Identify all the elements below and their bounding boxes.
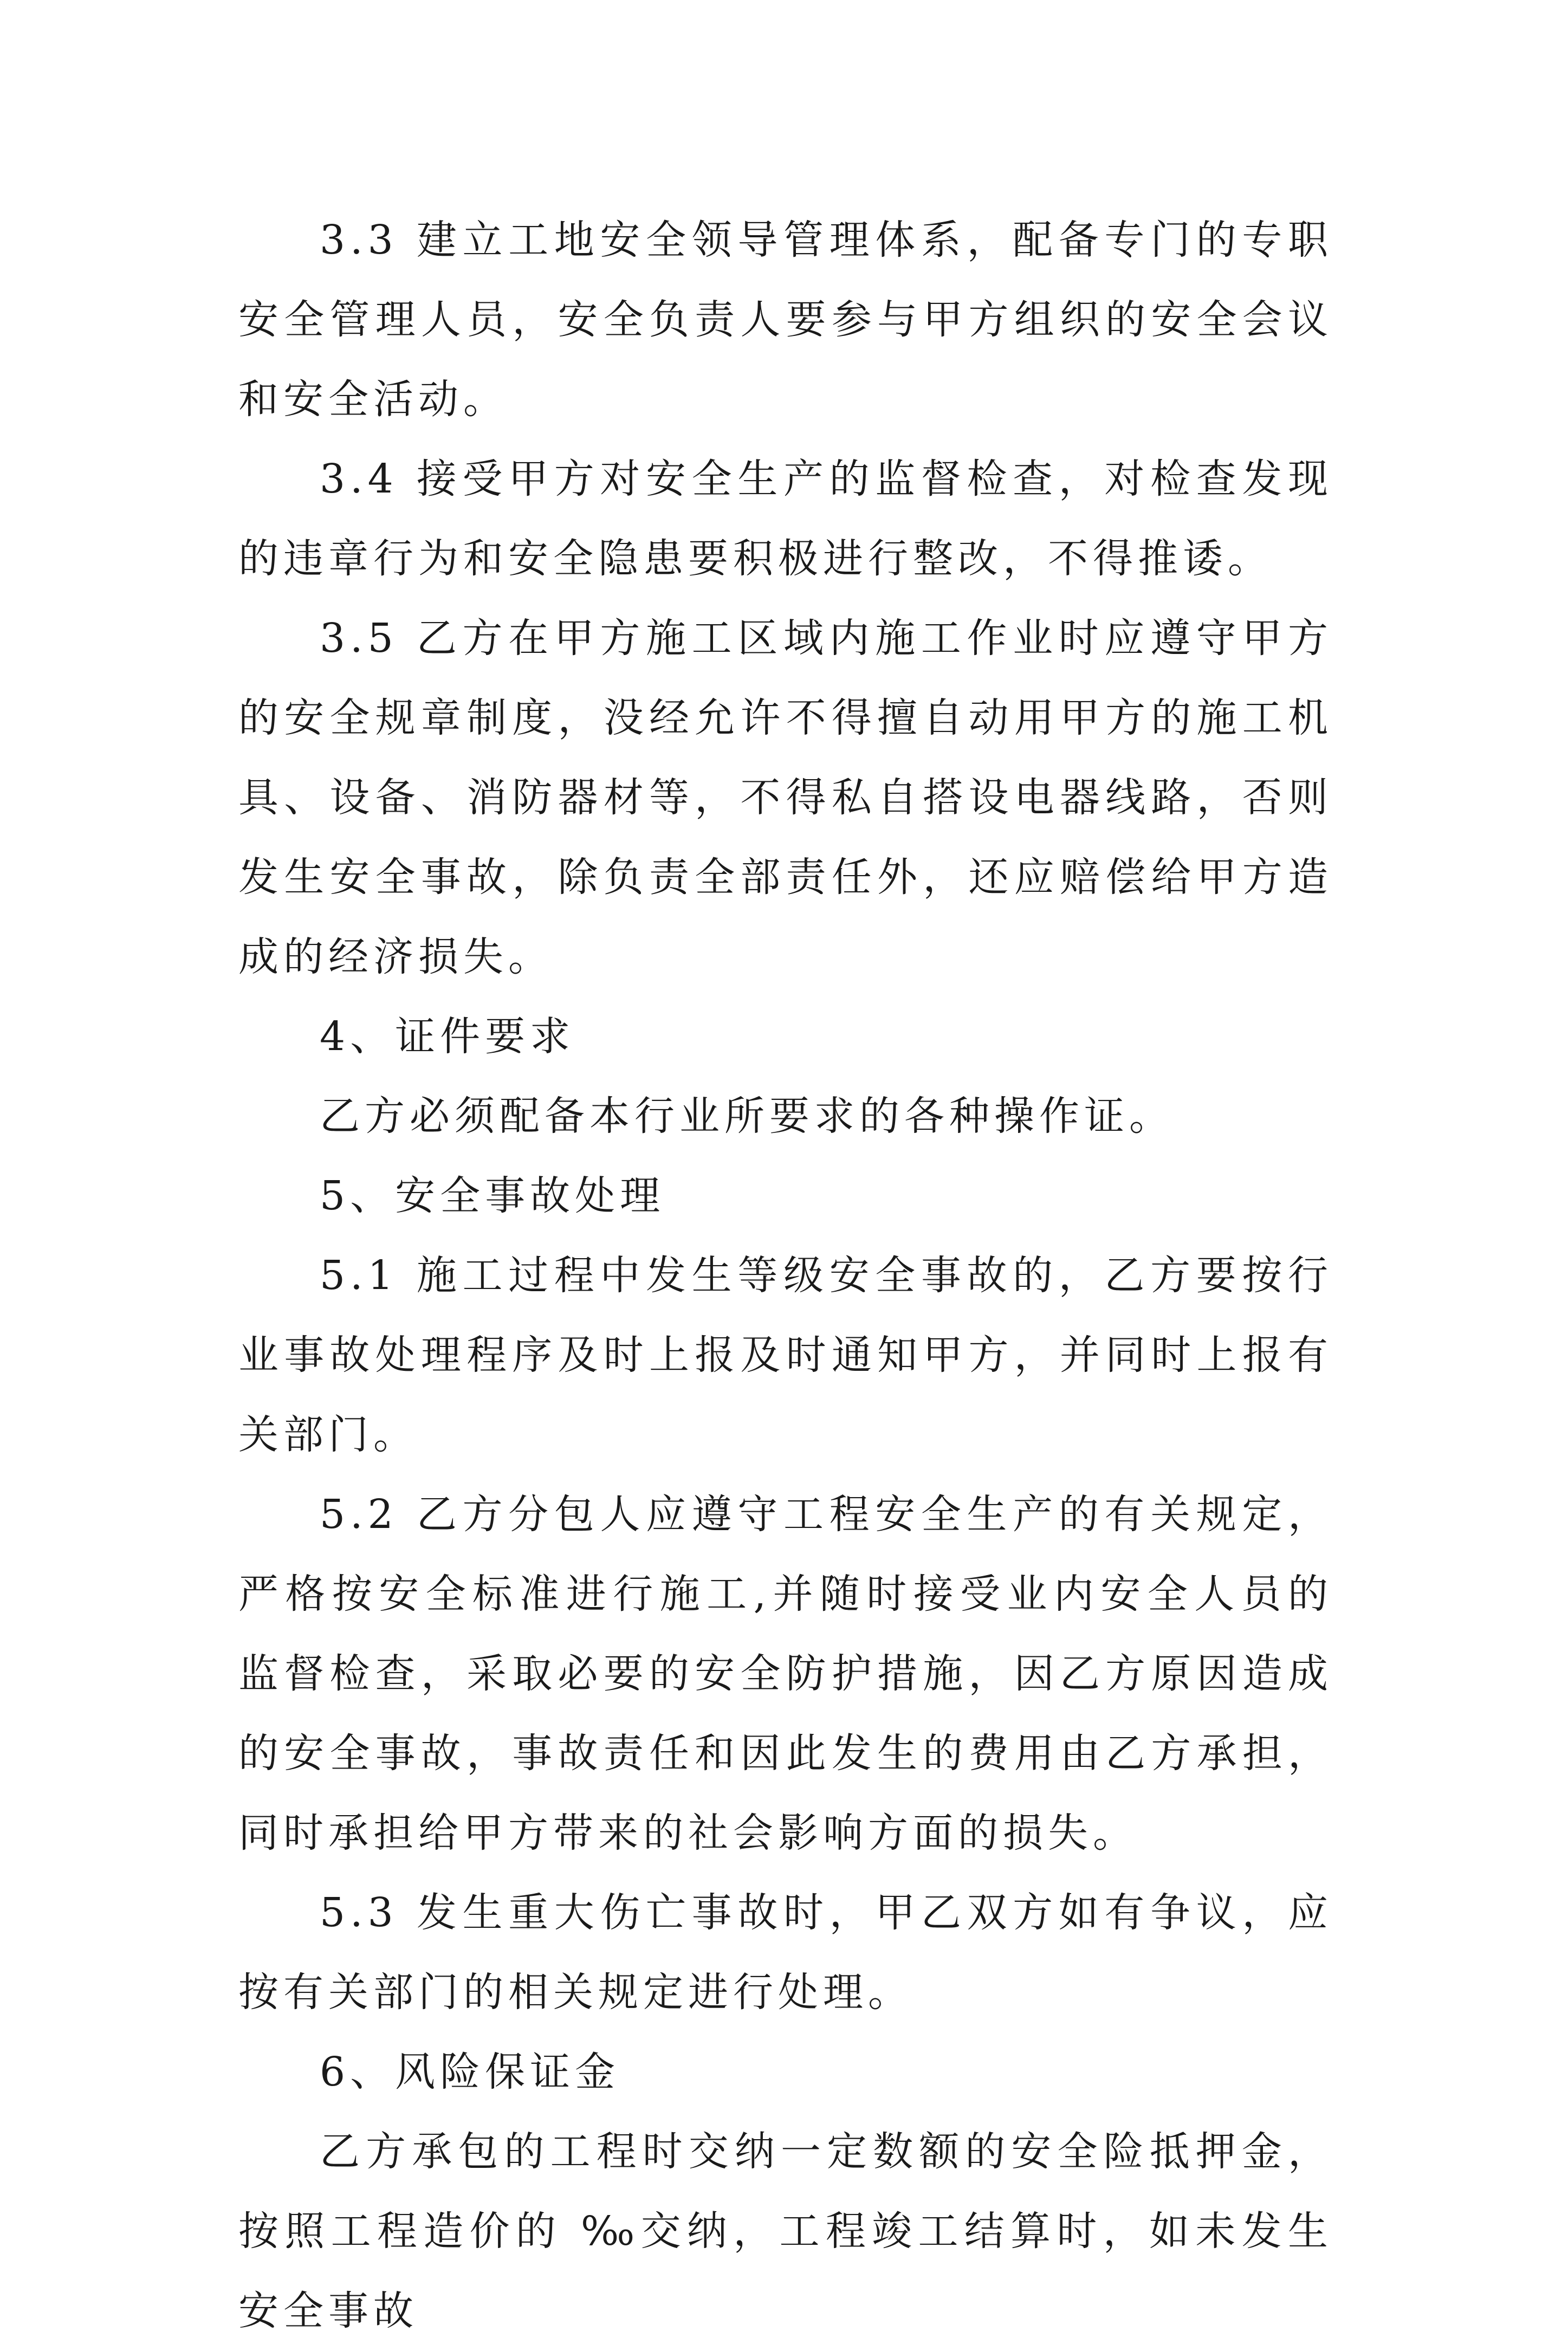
paragraph-4-body: 乙方必须配备本行业所要求的各种操作证。 (320, 1093, 1174, 1139)
paragraph-5-2: 5.2 乙方分包人应遵守工程安全生产的有关规定，严格按安全标准进行施工,并随时接受业内安全人员的监督检查，采取必要的安全防护措施，因乙方原因造成的安全事故，事故责任和因此发生的费用由乙方承担，同时承担给甲方带来的社会影响方面的损失。 (238, 1491, 1333, 1856)
paragraph-5-3: 5.3 发生重大伤亡事故时，甲乙双方如有争议，应按有关部门的相关规定进行处理。 (238, 1889, 1333, 2016)
paragraph-6-body: 乙方承包的工程时交纳一定数额的安全险抵押金，按照工程造价的 ‰交纳，工程竣工结算时，如未发生安全事故 (238, 2128, 1333, 2334)
paragraph-3-5: 3.5 乙方在甲方施工区域内施工作业时应遵守甲方的安全规章制度，没经允许不得擅自动用甲方的施工机具、设备、消防器材等，不得私自搭设电器线路，否则发生安全事故，除负责全部责任外，还应赔偿给甲方造成的经济损失。 (238, 615, 1333, 980)
section-heading-5: 5、安全事故处理 (320, 1173, 665, 1219)
section-heading-6: 6、风险保证金 (320, 2049, 620, 2095)
paragraph-3-3: 3.3 建立工地安全领导管理体系，配备专门的专职安全管理人员，安全负责人要参与甲方组织的安全会议和安全活动。 (238, 217, 1333, 423)
paragraph-5-1: 5.1 施工过程中发生等级安全事故的，乙方要按行业事故处理程序及时上报及时通知甲方，并同时上报有关部门。 (238, 1252, 1333, 1458)
paragraph-3-4: 3.4 接受甲方对安全生产的监督检查，对检查发现的违章行为和安全隐患要积极进行整改，不得推诿。 (238, 456, 1333, 582)
document-body (238, 200, 1333, 2351)
section-heading-4: 4、证件要求 (320, 1013, 575, 1060)
